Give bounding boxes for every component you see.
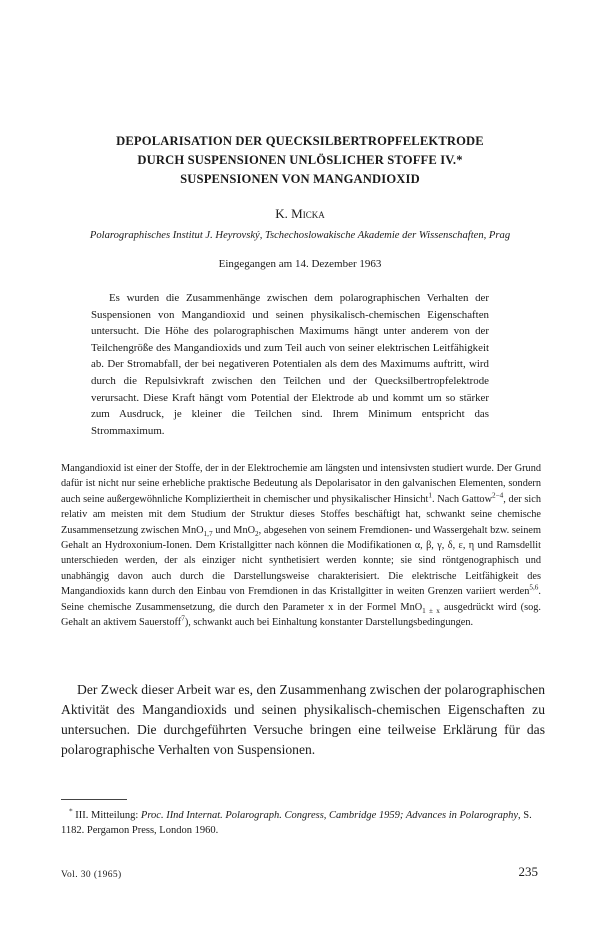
formula-subscript: 1 ± x [422,606,440,615]
title-line-1: DEPOLARISATION DER QUECKSILBERTROPFELEKTRODE [116,134,484,148]
intro-text-5: , abgesehen von seinem Fremdionen- und Wassergehalt bzw. seinem Gehalt an Hydroxonium-Ionen. Dem Kristallgitter nach können die Modifikationen α, β, γ, δ, ε, η und Ramsdellit unterschieden werden, der als einziger nicht synthetisiert werden konnte; sie sind röntgenographisch und unabhängig davon auch durch die Darstellungsweise charakterisiert. Die elektrische Leitfähigkeit des Mangandioxids kann durch den Einbau von Fremdionen in das Kristallgitter in weiten Grenzen variiert werden [61,524,541,598]
reference-mark: 1 [428,491,432,500]
reference-mark: 7 [181,614,185,623]
footnote-divider [61,799,127,800]
formula-subscript: 2 [255,529,259,538]
footnote-lead: III. Mitteilung: [72,810,141,821]
footnote-citation: Proc. IInd Internat. Polarograph. Congress, Cambridge 1959; Advances in Polarography [140,810,519,821]
intro-text-4: und MnO [212,524,256,536]
page-number: 235 [518,864,538,879]
intro-text-6: . Seine chemische Zusammensetzung, die durch den Parameter x in der Formel MnO [61,586,541,613]
intro-text-7: ausgedrückt wird (sog. Gehalt an aktivem Sauerstoff [61,601,541,629]
footnote [61,808,543,838]
intro-text-1: Mangandioxid ist einer der Stoffe, der in der Elektrochemie am längsten und intensivsten studiert wurde. Der Grund dafür ist nicht nur seine erhebliche praktische Bedeutung als Depolarisator in den galvanischen Elementen, sondern auch seine außergewöhnliche Kompliziertheit in chemischer und physikalischer Hinsicht [61,463,541,505]
introduction-paragraph [61,461,541,630]
abstract: Es wurden die Zusammenhänge zwischen dem polarographischen Verhalten der Suspensionen von Mangandioxid und seinen physikalisch-chemischen Eigenschaften untersucht. Die Höhe des polarographischen Maximums hängt unter anderem von der Teilchengröße des Mangandioxids und zum Teil auch von seiner elektrischen Leitfähigkeit ab. Der Stromabfall, der bei negativeren Potentialen als dem des Maximums auftritt, wird durch die Repulsivkraft zwischen den Teilchen und der Quecksilbertropfelektrode verursacht. Diese Kraft hängt vom Potential der Elektrode ab und kommt um so stärker zum Ausdruck, je kleiner die Teilchen sind. Ihrem Minimum entspricht das Strommaximum. [91,292,489,437]
intro-text-3: , der sich relativ am meisten mit dem Studium der Struktur dieses Stoffes beschäftigt hat, schwankt seine chemische Zusammensetzung zwischen MnO [61,493,541,536]
title-line-2: DURCH SUSPENSIONEN UNLÖSLICHER STOFFE IV.* [137,153,463,167]
formula-subscript: 1,7 [203,529,213,538]
aim-paragraph: Der Zweck dieser Arbeit war es, den Zusammenhang zwischen der polarographischen Aktivität des Mangandioxids und seinen physikalisch-chemischen Eigenschaften zu untersuchen. Die durchgeführten Versuche bringen eine teilweise Erklärung für das polarographische Verhalten von Suspensionen. [61,682,545,757]
volume-info: Vol. 30 (1965) [61,870,122,880]
reference-mark: 5,6 [529,583,539,592]
article-title [0,132,600,189]
received-date: Eingegangen am 14. Dezember 1963 [218,258,382,270]
intro-text-8: ), schwankt auch bei Einhaltung konstanter Darstellungsbedingungen. [184,617,474,629]
affiliation: Polarographisches Institut J. Heyrovský, Tschechoslowakische Akademie der Wissenschaften, Prag [89,230,511,241]
author-name-text: K. Micka [275,206,325,221]
intro-text-2: . Nach Gattow [432,493,493,505]
footnote-rest: , S. 1182. Pergamon Press, London 1960. [61,810,532,836]
author-name [0,206,600,222]
footnote-mark: * [69,806,73,816]
title-line-3: SUSPENSIONEN VON MANGANDIOXID [180,172,420,186]
reference-mark: 2−4 [492,491,504,500]
